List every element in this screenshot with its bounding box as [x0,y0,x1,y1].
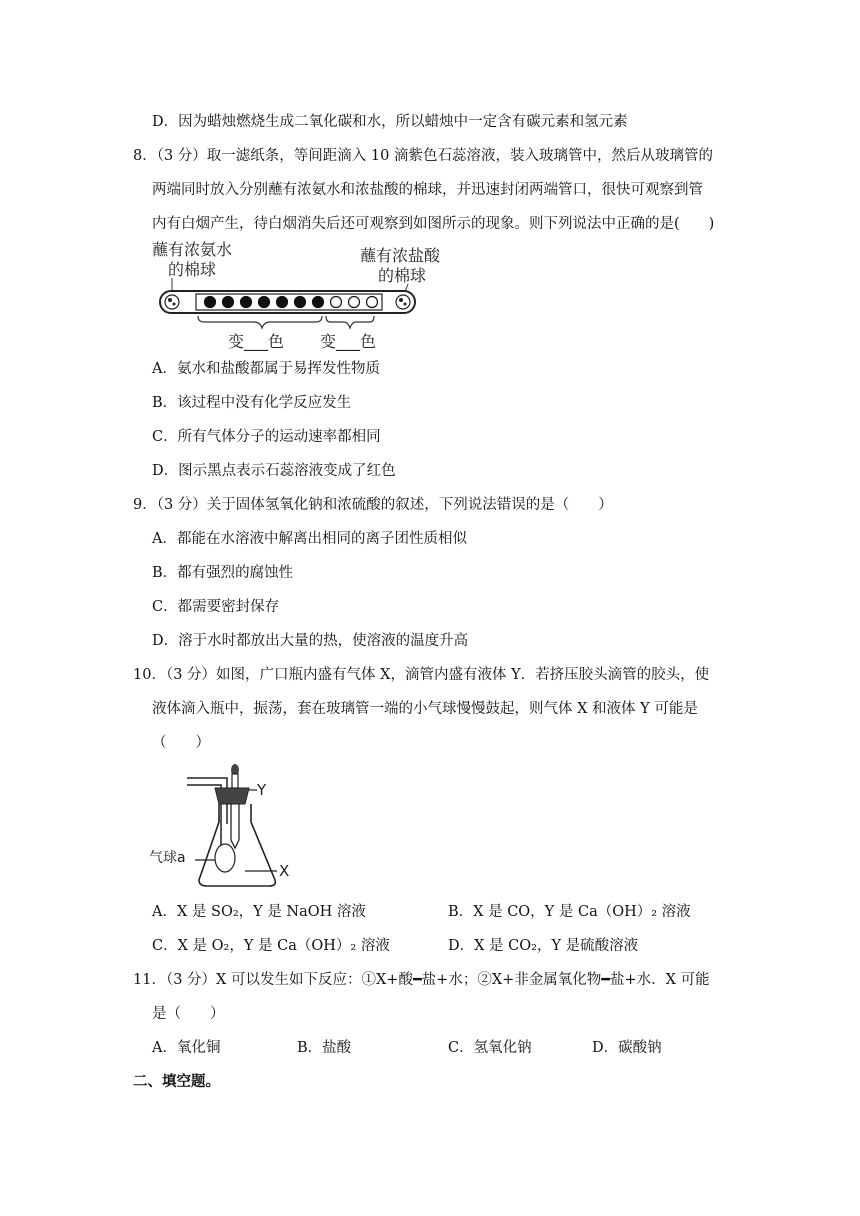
black-dot [259,297,270,308]
q8-option-c: C．所有气体分子的运动速率都相同 [152,429,381,445]
black-dot [241,297,252,308]
q10-label-balloon: 气球a [149,850,186,866]
q8-figure-right-label-1: 蘸有浓盐酸 [360,246,441,265]
q7-option-d: D．因为蜡烛燃烧生成二氧化碳和水，所以蜡烛中一定含有碳元素和氢元素 [152,114,628,130]
q8-left-brace [198,316,322,328]
q9-option-c: C．都需要密封保存 [152,599,280,615]
q10-label-x: X [279,862,290,880]
q10-balloon-a [215,844,235,872]
q8-figure-right-label-2: 的棉球 [378,266,427,285]
q11-option-d: D．碳酸钠 [592,1040,662,1056]
q10-option-b: B．X 是 CO，Y 是 Ca（OH）₂ 溶液 [448,904,691,920]
black-dot [223,297,234,308]
section-heading-fill-in: 二、填空题。 [133,1073,220,1090]
q9-option-b: B．都有强烈的腐蚀性 [152,565,294,581]
black-dot [205,297,216,308]
q10-stem-line-1: 10．（3 分）如图，广口瓶内盛有气体 X，滴管内盛有液体 Y．若挤压胶头滴管的胶头，使 [133,667,710,683]
q8-right-cotton-ball [396,295,410,309]
q10-figure-flask [145,760,305,890]
q10-option-c: C．X 是 O₂，Y 是 Ca（OH）₂ 溶液 [152,938,390,954]
q10-option-d: D．X 是 CO₂，Y 是硫酸溶液 [448,938,639,954]
white-dot [367,297,378,308]
q8-figure-bottom-left-label: 变___色 [228,332,285,351]
black-dot [313,297,324,308]
white-dot [349,297,360,308]
q10-label-y: Y [257,781,267,799]
q9-stem: 9．（3 分）关于固体氢氧化钠和浓硫酸的叙述，下列说法错误的是（ ） [133,497,613,513]
q11-option-b: B．盐酸 [297,1040,352,1056]
q8-option-d: D．图示黑点表示石蕊溶液变成了红色 [152,463,396,479]
black-dot [277,297,288,308]
q11-option-c: C．氢氧化钠 [448,1040,532,1056]
q11-stem-line-2: 是（ ） [152,1006,225,1022]
q8-tube-drawing [150,240,430,355]
q10-stem-line-2: 液体滴入瓶中，振荡，套在玻璃管一端的小气球慢慢鼓起，则气体 X 和液体 Y 可能是 [152,701,698,717]
q10-option-a: A．X 是 SO₂，Y 是 NaOH 溶液 [152,904,366,920]
q8-figure-left-label-1: 蘸有浓氨水 [152,240,233,259]
q8-left-cotton-ball [165,295,179,309]
q9-option-d: D．溶于水时都放出大量的热，使溶液的温度升高 [152,633,469,649]
q8-stem-line-1: 8．（3 分）取一滤纸条，等间距滴入 10 滴紫色石蕊溶液，装入玻璃管中，然后从玻璃管的 [133,148,713,164]
q8-figure-glass-tube [150,240,441,355]
q11-option-a: A．氧化铜 [152,1040,221,1056]
black-dot [295,297,306,308]
q11-stem-line-1: 11．（3 分）X 可以发生如下反应：①X+酸━盐+水；②X+非金属氧化物━盐+水．X 可能 [133,972,710,988]
q8-stem-line-2: 两端同时放入分别蘸有浓氨水和浓盐酸的棉球，并迅速封闭两端管口，很快可观察到管 [152,182,703,198]
q9-option-a: A．都能在水溶液中解离出相同的离子团性质相似 [152,531,467,547]
q8-figure-left-label-2: 的棉球 [168,260,217,279]
q10-stem-line-3: （ ） [152,735,210,751]
q8-stem-line-3: 内有白烟产生，待白烟消失后还可观察到如图所示的现象。则下列说法中正确的是( ) [152,216,715,232]
q8-option-a: A．氨水和盐酸都属于易挥发性物质 [152,361,380,377]
q8-figure-bottom-right-label: 变___色 [320,332,377,351]
q8-option-b: B．该过程中没有化学反应发生 [152,395,352,411]
white-dot [331,297,342,308]
q8-right-brace [326,316,374,328]
